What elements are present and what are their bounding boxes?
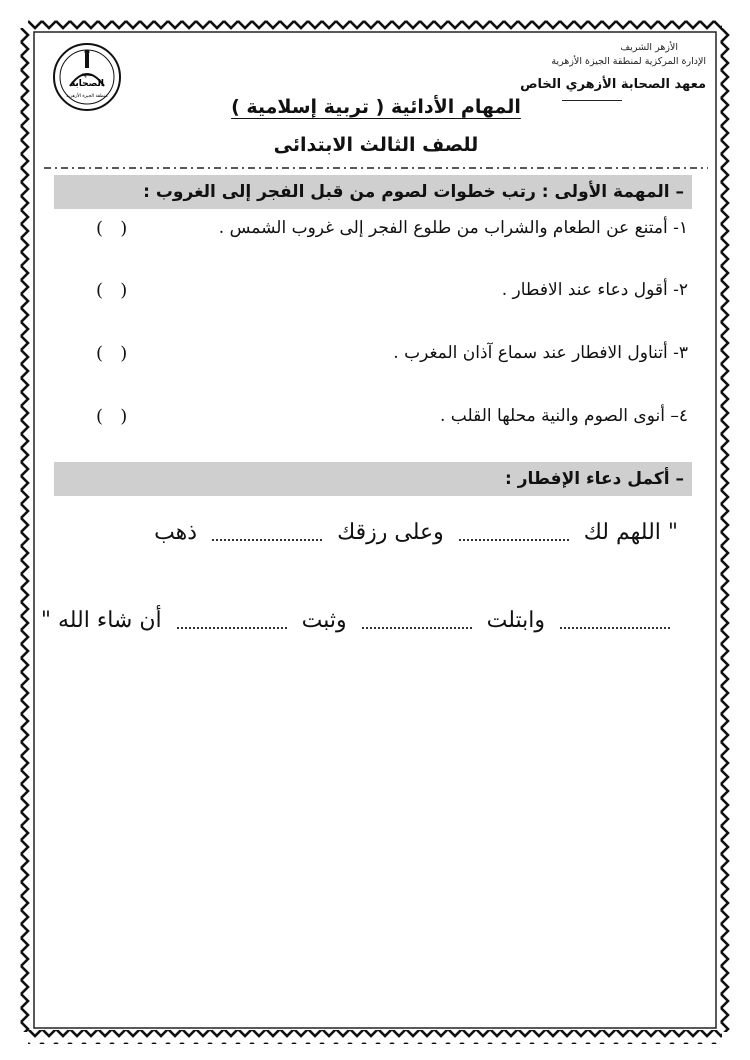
cloze-1-part-1: " اللهم لك <box>583 520 678 545</box>
task2-heading-bar <box>54 462 692 496</box>
answer-box-3[interactable]: ( ) <box>96 343 128 364</box>
cloze-2-part-3: أن شاء الله " <box>40 608 162 633</box>
cloze-1-part-3: ذهب <box>154 520 198 545</box>
task1-item-1: ١- أمتنع عن الطعام والشراب من طلوع الفجر إلى غروب الشمس . <box>218 218 688 238</box>
task1-item-2: ٢- أقول دعاء عند الافطار . <box>501 280 688 300</box>
blank-5[interactable] <box>177 613 287 629</box>
logo-text-main: الصحابة <box>69 79 105 89</box>
answer-box-2[interactable]: ( ) <box>96 280 128 301</box>
cloze-line-1 <box>154 520 678 545</box>
logo-text-top: معهد <box>80 71 94 78</box>
answer-box-1[interactable]: ( ) <box>96 218 128 239</box>
header-azhar: الأزهر الشريف <box>620 42 678 53</box>
cloze-2-part-2: وثبت <box>301 608 347 633</box>
task1-heading-bar <box>54 175 692 209</box>
cloze-1-part-2: وعلى رزقك <box>337 520 444 545</box>
task1-item-3: ٣- أتناول الافطار عند سماع آذان المغرب . <box>393 343 688 363</box>
blank-1[interactable] <box>459 525 569 541</box>
blank-2[interactable] <box>212 525 322 541</box>
task2-heading: – أكمل دعاء الإفطار : <box>504 469 684 489</box>
header-underline <box>562 100 622 101</box>
header-directorate: الإدارة المركزية لمنطقة الجيزة الأزهرية <box>551 56 706 67</box>
blank-4[interactable] <box>362 613 472 629</box>
cloze-line-2 <box>41 608 678 633</box>
page-title: المهام الأدائية ( تربية إسلامية ) <box>231 96 521 118</box>
worksheet-page <box>36 30 714 1028</box>
answer-box-4[interactable]: ( ) <box>96 406 128 427</box>
logo-text-bottom: منطقة الجيزة الأزهرية <box>66 94 108 99</box>
blank-3[interactable] <box>560 613 670 629</box>
task1-item-4: ٤– أنوى الصوم والنية محلها القلب . <box>440 406 688 426</box>
cloze-2-part-1: وابتلت <box>486 608 545 633</box>
task1-heading: – المهمة الأولى : رتب خطوات لصوم من قبل الفجر إلى الغروب : <box>143 182 684 202</box>
school-logo <box>52 42 122 112</box>
header-school-name: معهد الصحابة الأزهري الخاص <box>520 77 706 92</box>
page-subtitle: للصف الثالث الابتدائى <box>273 134 479 156</box>
